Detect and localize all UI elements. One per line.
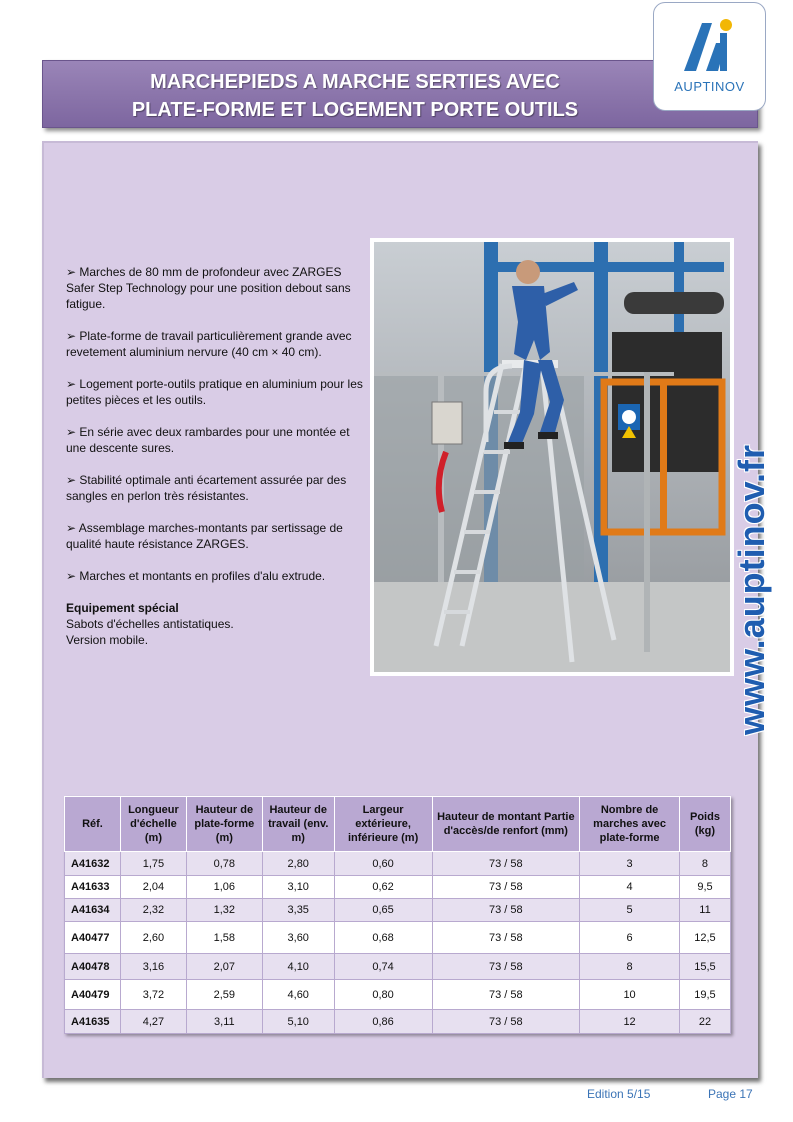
cell: 12 [580, 1010, 680, 1034]
table-header-row [65, 797, 731, 852]
cell: 3,10 [262, 876, 334, 899]
feature-item: ➢ Stabilité optimale anti écartement assurée par des sangles en perlon très résistantes. [66, 473, 347, 503]
cell: 10 [580, 980, 680, 1010]
feature-item: ➢ Assemblage marches-montants par sertissage de qualité haute résistance ZARGES. [66, 521, 343, 551]
cell: 2,07 [186, 954, 262, 980]
cell: 5,10 [262, 1010, 334, 1034]
cell: 4,60 [262, 980, 334, 1010]
product-photo [370, 238, 734, 676]
logo-mark-icon [680, 17, 740, 75]
cell: 4,10 [262, 954, 334, 980]
cell: 3,35 [262, 899, 334, 922]
cell: 19,5 [679, 980, 730, 1010]
cell: 3,11 [186, 1010, 262, 1034]
website-url-vertical[interactable]: www.auptinov.fr [731, 444, 772, 735]
feature-item: ➢ Logement porte-outils pratique en aluminium pour les petites pièces et les outils. [66, 377, 363, 407]
column-header: Hauteur de montant Partie d'accès/de renfort (mm) [432, 797, 580, 852]
cell-ref: A41635 [65, 1010, 121, 1034]
cell: 12,5 [679, 922, 730, 954]
cell: 8 [679, 852, 730, 876]
title-line-2: PLATE-FORME ET LOGEMENT PORTE OUTILS [131, 99, 579, 121]
cell: 22 [679, 1010, 730, 1034]
cell: 2,59 [186, 980, 262, 1010]
cell: 3,16 [120, 954, 186, 980]
cell: 2,60 [120, 922, 186, 954]
title-line-1: MARCHEPIEDS A MARCHE SERTIES AVEC [150, 71, 560, 93]
cell: 0,80 [334, 980, 432, 1010]
ladder-illustration [374, 242, 730, 672]
cell: 0,65 [334, 899, 432, 922]
table-row [65, 876, 731, 899]
column-header: Hauteur de plate-forme (m) [186, 797, 262, 852]
cell: 3,72 [120, 980, 186, 1010]
table-row [65, 980, 731, 1010]
cell: 0,68 [334, 922, 432, 954]
edition-label: Edition 5/15 [587, 1087, 651, 1101]
table-row [65, 852, 731, 876]
cell: 73 / 58 [432, 852, 580, 876]
cell: 0,78 [186, 852, 262, 876]
spec-table [64, 796, 731, 1034]
feature-item: ➢ En série avec deux rambardes pour une montée et une descente sures. [66, 425, 350, 455]
cell: 0,62 [334, 876, 432, 899]
cell: 0,74 [334, 954, 432, 980]
cell: 73 / 58 [432, 922, 580, 954]
column-header: Largeur extérieure, inférieure (m) [334, 797, 432, 852]
feature-item: ➢ Plate-forme de travail particulièrement grande avec revetement aluminium nervure (40 cm × 40 cm). [66, 329, 352, 359]
cell: 0,86 [334, 1010, 432, 1034]
table-row [65, 922, 731, 954]
column-header: Longueur d'échelle (m) [120, 797, 186, 852]
cell: 73 / 58 [432, 1010, 580, 1034]
cell-ref: A41632 [65, 852, 121, 876]
cell: 9,5 [679, 876, 730, 899]
feature-item: ➢ Marches et montants en profiles d'alu extrude. [66, 569, 326, 583]
equipment-line: Sabots d'échelles antistatiques. [66, 617, 234, 631]
cell: 73 / 58 [432, 876, 580, 899]
cell: 2,32 [120, 899, 186, 922]
cell: 3 [580, 852, 680, 876]
cell: 11 [679, 899, 730, 922]
equipment-line: Version mobile. [66, 633, 149, 647]
cell: 0,60 [334, 852, 432, 876]
table-row [65, 954, 731, 980]
cell-ref: A40478 [65, 954, 121, 980]
page-title [42, 60, 758, 128]
table-row [65, 899, 731, 922]
cell: 1,75 [120, 852, 186, 876]
cell: 2,80 [262, 852, 334, 876]
cell-ref: A41634 [65, 899, 121, 922]
cell: 3,60 [262, 922, 334, 954]
auptinov-logo [653, 2, 766, 111]
cell: 1,32 [186, 899, 262, 922]
cell: 8 [580, 954, 680, 980]
equipment-title: Equipement spécial [66, 601, 179, 615]
column-header: Poids (kg) [679, 797, 730, 852]
cell: 5 [580, 899, 680, 922]
cell: 73 / 58 [432, 899, 580, 922]
cell-ref: A40477 [65, 922, 121, 954]
cell: 4 [580, 876, 680, 899]
page-number: Page 17 [708, 1087, 753, 1101]
feature-list [66, 264, 366, 648]
logo-text: AUPTINOV [674, 79, 745, 94]
column-header: Hauteur de travail (env. m) [262, 797, 334, 852]
feature-item: ➢ Marches de 80 mm de profondeur avec ZARGES Safer Step Technology pour une position debout sans fatigue. [66, 265, 351, 311]
cell: 2,04 [120, 876, 186, 899]
cell: 15,5 [679, 954, 730, 980]
cell-ref: A41633 [65, 876, 121, 899]
column-header: Réf. [65, 797, 121, 852]
cell: 1,58 [186, 922, 262, 954]
cell: 6 [580, 922, 680, 954]
table-row [65, 1010, 731, 1034]
cell: 73 / 58 [432, 980, 580, 1010]
column-header: Nombre de marches avec plate-forme [580, 797, 680, 852]
cell: 4,27 [120, 1010, 186, 1034]
cell: 73 / 58 [432, 954, 580, 980]
cell-ref: A40479 [65, 980, 121, 1010]
cell: 1,06 [186, 876, 262, 899]
